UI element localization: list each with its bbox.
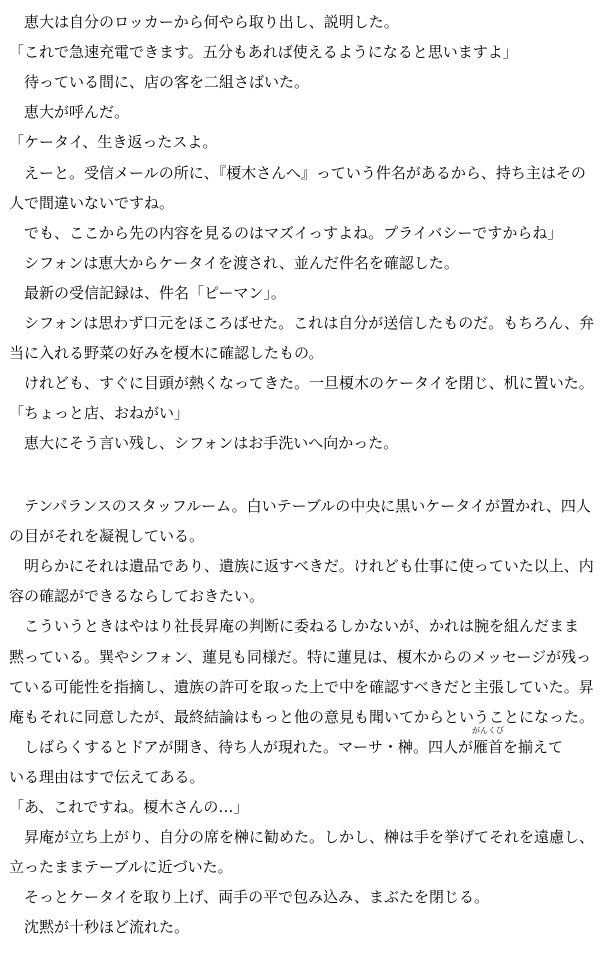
text-line [9, 726, 563, 756]
text-line: 恵大は自分のロッカーから何やら取り出し、説明した。 [9, 13, 399, 31]
text-line: 「ケータイ、生き返ったスよ。 [9, 133, 218, 151]
text-line: の目がそれを凝視している。 [9, 527, 205, 545]
text-segment: を揃えて [502, 738, 563, 756]
text-line: えーと。受信メールの所に、『榎木さんへ』っていう件名があるから、持ち主はその [9, 164, 586, 182]
text-line: 「あ、これですね。榎木さんの…」 [9, 798, 249, 816]
text-line: 容の確認ができるならしておきたい。 [9, 587, 265, 605]
text-line: 明らかにそれは遺品であり、遺族に返すべきだ。けれども仕事に使っていた以上、内 [9, 557, 594, 575]
ruby-reading: がんくび [471, 726, 504, 735]
text-line: 人で間違いないですね。 [9, 194, 175, 212]
text-line: 「ちょっと店、おねがい」 [9, 404, 190, 422]
text-line: 立ったままテーブルに近づいた。 [9, 858, 233, 876]
text-line: けれども、すぐに目頭が熱くなってきた。一旦榎木のケータイを閉じ、机に置いた。 [9, 374, 594, 392]
text-line: シフォンは恵大からケータイを渡され、並んだ件名を確認した。 [9, 254, 459, 272]
text-line: 庵もそれに同意したが、最終結論はもっと他の意見も聞いてからということになった。 [9, 708, 595, 726]
text-line: シフォンは思わず口元をほころばせた。これは自分が送信したものだ。もちろん、弁 [9, 314, 595, 332]
text-line: 当に入れる野菜の好みを榎木に確認したもの。 [9, 344, 324, 362]
text-line: 恵大にそう言い残し、シフォンはお手洗いへ向かった。 [9, 434, 399, 452]
text-line: いる理由はすで伝えてある。 [9, 768, 205, 786]
ruby-word [471, 726, 504, 756]
text-line: 最新の受信記録は、件名「ピーマン」。 [9, 284, 286, 302]
text-segment: しばらくするとドアが開き、待ち人が現れた。マーサ・榊。四人が [9, 738, 473, 756]
text-line: 沈黙が十秒ほど流れた。 [9, 918, 190, 936]
ruby-base-text: 雁首 [472, 738, 503, 756]
text-line: 黙っている。巽やシフォン、蓮見も同様だ。特に蓮見は、榎木からのメッセージが残っ [9, 648, 592, 666]
text-line: 恵大が呼んだ。 [9, 103, 130, 121]
text-line: 待っている間に、店の客を二組さばいた。 [9, 73, 310, 91]
text-line: でも、ここから先の内容を見るのはマズイっすよね。プライバシーですからね」 [9, 224, 563, 242]
text-line: こういうときはやはり社長昇庵の判断に委ねるしかないが、かれは腕を組んだまま [9, 617, 580, 635]
text-line: ている可能性を指摘し、遺族の許可を取った上で中を確認すべきだと主張していた。昇 [9, 678, 594, 696]
text-line: 昇庵が立ち上がり、自分の席を榊に勧めた。しかし、榊は手を挙げてそれを遠慮し、 [9, 828, 595, 846]
text-line: そっとケータイを取り上げ、両手の平で包み込み、まぶたを閉じる。 [9, 888, 490, 906]
text-line: テンパランスのスタッフルーム。白いテーブルの中央に黒いケータイが置かれ、四人 [9, 497, 591, 515]
text-line: 「これで急速充電できます。五分もあれば使えるようになると思いますよ」 [9, 43, 518, 61]
